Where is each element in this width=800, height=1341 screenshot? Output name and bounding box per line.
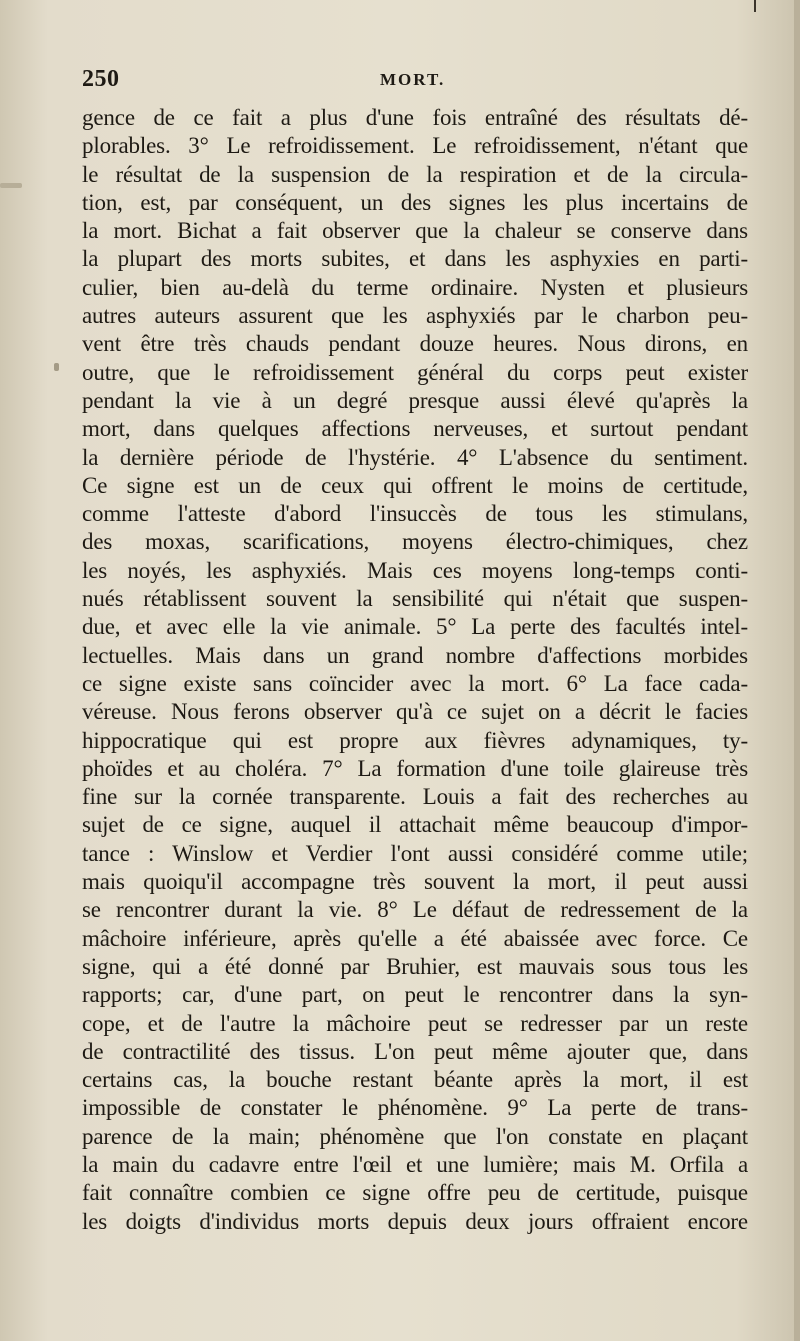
text-line: fait connaître combien ce signe offre peu de certitude, puisque [82, 1180, 748, 1206]
text-line: pendant la vie à un degré presque aussi élevé qu'après la [82, 387, 748, 413]
text-line: les noyés, les asphyxiés. Mais ces moyens long-temps conti- [82, 557, 748, 583]
text-line: outre, que le refroidissement général du corps peut exister [82, 359, 748, 385]
page-number: 250 [82, 66, 120, 92]
text-line: Ce signe est un de ceux qui offrent le moins de certitude, [82, 472, 748, 498]
text-line: hippocratique qui est propre aux fièvres adynamiques, ty- [82, 727, 748, 753]
margin-speck [54, 363, 59, 371]
text-line: gence de ce fait a plus d'une fois entraîné des résultats dé- [82, 105, 748, 130]
text-line: tion, est, par conséquent, un des signes les plus incertains de [82, 189, 748, 215]
text-line: rapports; car, d'une part, on peut le rencontrer dans la syn- [82, 982, 748, 1008]
text-line: mâchoire inférieure, après qu'elle a été abaissée avec force. Ce [82, 925, 748, 951]
margin-smudge [0, 183, 22, 188]
text-line: impossible de constater le phénomène. 9° La perte de trans- [82, 1095, 748, 1121]
text-line: parence de la main; phénomène que l'on constate en plaçant [82, 1123, 748, 1149]
text-line: la main du cadavre entre l'œil et une lumière; mais M. Orfila a [82, 1151, 748, 1177]
text-line: la dernière période de l'hystérie. 4° L'absence du sentiment. [82, 444, 748, 470]
text-line: les doigts d'individus morts depuis deux jours offraient encore [82, 1208, 748, 1234]
running-head: MORT. [380, 70, 446, 89]
page-header [82, 66, 748, 98]
text-line: nués rétablissent souvent la sensibilité qui n'était que suspen- [82, 586, 748, 612]
text-line: culier, bien au-delà du terme ordinaire. Nysten et plusieurs [82, 274, 748, 300]
text-line: sujet de ce signe, auquel il attachait même beaucoup d'impor- [82, 812, 748, 838]
text-line: cope, et de l'autre la mâchoire peut se redresser par un reste [82, 1010, 748, 1036]
text-line: comme l'atteste d'abord l'insuccès de tous les stimulans, [82, 501, 748, 527]
text-line: le résultat de la suspension de la respiration et de la circula- [82, 161, 748, 187]
text-line: véreuse. Nous ferons observer qu'à ce sujet on a décrit le facies [82, 699, 748, 725]
text-line: due, et avec elle la vie animale. 5° La perte des facultés intel- [82, 614, 748, 640]
text-line: plorables. 3° Le refroidissement. Le refroidissement, n'étant que [82, 133, 748, 159]
body-text [82, 104, 748, 1236]
text-line: se rencontrer durant la vie. 8° Le défaut de redressement de la [82, 897, 748, 923]
text-line: des moxas, scarifications, moyens électro-chimiques, chez [82, 529, 748, 555]
text-line: vent être très chauds pendant douze heures. Nous dirons, en [82, 331, 748, 357]
text-line: signe, qui a été donné par Bruhier, est mauvais sous tous les [82, 953, 748, 979]
text-line: de contractilité des tissus. L'on peut même ajouter que, dans [82, 1038, 748, 1064]
text-line: certains cas, la bouche restant béante après la mort, il est [82, 1067, 748, 1093]
text-line: mort, dans quelques affections nerveuses, et surtout pendant [82, 416, 748, 442]
text-line: fine sur la cornée transparente. Louis a fait des recherches au [82, 784, 748, 810]
text-line: la plupart des morts subites, et dans les asphyxies en parti- [82, 246, 748, 272]
text-line: lectuelles. Mais dans un grand nombre d'affections morbides [82, 642, 748, 668]
page-edge [794, 0, 800, 1341]
text-line: autres auteurs assurent que les asphyxiés par le charbon peu- [82, 303, 748, 329]
text-line: phoïdes et au choléra. 7° La formation d'une toile glaireuse très [82, 755, 748, 781]
page-edge-mark [754, 0, 756, 12]
text-line: mais quoiqu'il accompagne très souvent la mort, il peut aussi [82, 869, 748, 895]
text-line: tance : Winslow et Verdier l'ont aussi considéré comme utile; [82, 840, 748, 866]
text-line: ce signe existe sans coïncider avec la mort. 6° La face cada- [82, 670, 748, 696]
text-line: la mort. Bichat a fait observer que la chaleur se conserve dans [82, 218, 748, 244]
